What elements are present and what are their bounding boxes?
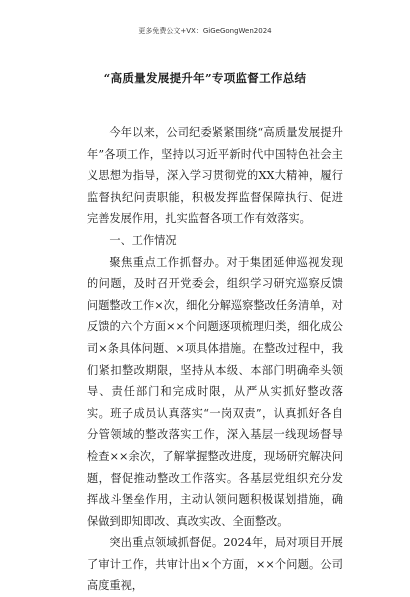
paragraph-intro: 今年以来，公司纪委紧紧围绕“高质量发展提升年”各项工作，坚持以习近平新时代中国特色社会主义思想为指导，深入学习贯彻党的XX大精神，履行监督执纪问责职能，积极发挥监督保障执行、促进完善发展作用，扎实监督各项工作有效落实。: [87, 126, 343, 226]
document-title: “高质量发展提升年”专项监督工作总结: [103, 71, 307, 85]
document-body: [87, 122, 343, 597]
paragraph-supervision: 聚焦重点工作抓督办。对于集团延伸巡视发现的问题，及时召开党委会，组织学习研究巡察反馈问题整改工作×次，细化分解巡察整改任务清单，对反馈的六个方面××个问题逐项梳理归类，细化成公司×条具体问题、×项具体措施。在整改过程中，我们紧扣整改期限，坚持从本级、本部门明确牵头领导、责任部门和完成时限，从严从实抓好整改落实。班子成员认真落实“一岗双责”，认真抓好各自分管领域的整改落实工作，深入基层一线现场督导检查××余次，了解掌握整改进度，现场研究解决问题，督促推动整改工作落实。各基层党组织充分发挥战斗堡垒作用，主动认领问题积极谋划措施，确保做到即知即改、真改实改、全面整改。: [87, 255, 343, 528]
paragraph-audit: 突出重点领域抓督促。2024年，局对项目开展了审计工作，共审计出×个方面，××个问题。公司高度重视，: [87, 536, 343, 593]
section-heading: 一、工作情况: [109, 233, 177, 247]
header-note: 更多免费公文+VX：GiGeGongWen2024: [138, 27, 272, 35]
